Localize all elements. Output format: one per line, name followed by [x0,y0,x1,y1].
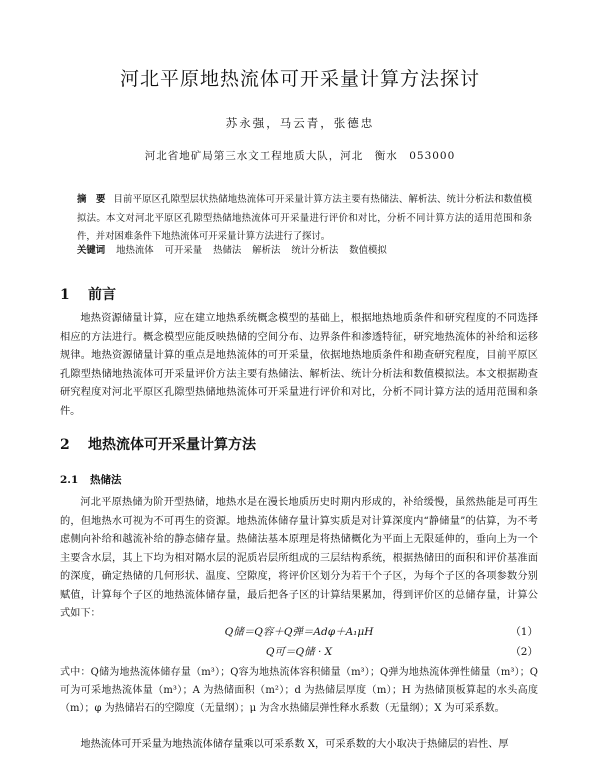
keyword: 地热流体 [116,245,154,256]
section1-paragraph: 地热资源储量计算，应在建立地热系统概念模型的基础上，根据地热地质条件和研究程度的不同选择相应的方法进行。概念模型应能反映热储的空间分布、边界条件和渗透特征，研究地热流体的补给和运移规律。地热资源储量计算的重点是地热流体的可开采量，依据地热地质条件和勘查研究程度，目前平原区孔隙型热储地热流体可开采量评价方法主要有热储法、解析法、统计分析法和数值模拟法。本文根据勘查研究程度对河北平原区孔隙型热储地热流体可开采量进行评价和对比，分析不同计算方法的适用范围和条件。 [60,313,538,417]
keywords [77,244,532,258]
authors: 苏永强，马云青，张德忠 [225,116,375,130]
subsection-title: 热储法 [90,474,122,486]
keyword: 数值模拟 [349,245,387,256]
subsection-heading [60,472,122,487]
abstract-label: 摘 要 [77,194,106,205]
section-number: 1 [60,287,70,303]
keywords-label: 关键词 [77,245,106,256]
keyword: 可开采量 [164,245,203,256]
section-title: 地热流体可开采量计算方法 [88,437,256,453]
equation-number: （1） [510,626,538,638]
section-heading-2 [60,434,256,454]
keyword: 统计分析法 [291,245,339,256]
abstract-text: 目前平原区孔隙型层状热储地热流体可开采量计算方法主要有热储法、解析法、统计分析法和数值模拟法。本文对河北平原区孔隙型热储地热流体可开采量进行评价和对比，分析不同计算方法的适用范围和条件，并对困难条件下地热流体可开采量计算方法进行了探讨。 [77,194,532,242]
equation-expression: Q可＝Q储 · X [265,646,333,658]
section-heading-1 [60,284,116,304]
section2-1-paragraph-2: 地热流体可开采量为地热流体储存量乘以可采系数 X，可采系数的大小取决于热储层的岩性、厚 [80,739,509,750]
subsection-number: 2.1 [60,474,79,486]
equation-2 [60,644,538,662]
keyword: 解析法 [252,245,281,256]
affiliation: 河北省地矿局第三水文工程地质大队，河北 衡水 053000 [144,150,456,162]
equation-expression: Q储＝Q容＋Q弹＝Adφ＋A₁μH [224,626,374,638]
equation-number: （2） [510,646,538,658]
abstract [77,191,532,247]
section-title: 前言 [88,287,116,303]
paper-title: 河北平原地热流体可开采量计算方法探讨 [119,68,480,90]
equation-1 [60,624,538,642]
variable-definitions: 式中：Q储为地热流体储存量（m³）；Q容为地热流体容积储量（m³）；Q弹为地热流体弹性储量（m³）；Q可为可采地热流体量（m³）；A 为热储面积（m²）；d 为热储层厚度（m）；H 为热储顶板算起的水头高度（m）；φ 为热储岩石的空隙度（无量纲）；μ 为含水热储层弹性释水系数（无量纲）；X 为可采系数。 [60,667,538,714]
keyword: 热储法 [213,245,242,256]
section-number: 2 [60,437,70,453]
section2-1-paragraph: 河北平原热储为阶开型热储，地热水是在漫长地质历史时期内形成的，补给缓慢，虽然热能是可再生的，但地热水可视为不可再生的资源。地热流体储存量计算实质是对计算深度内“静储量”的估算，为不考虑侧向补给和越流补给的静态储存量。热储法基本原理是将热储概化为平面上无限延伸的，垂向上为一个主要含水层，其上下均为相对隔水层的泥质岩层所组成的三层结构系统，根据热储田的面积和评价基准面的深度，确定热储的几何形状、温度、空隙度，将评价区划分为若干个子区，为每个子区的各项参数分别赋值，计算每个子区的地热流体储存量，最后把各子区的计算结果累加，得到评价区的总储存量，计算公式如下： [60,497,538,619]
